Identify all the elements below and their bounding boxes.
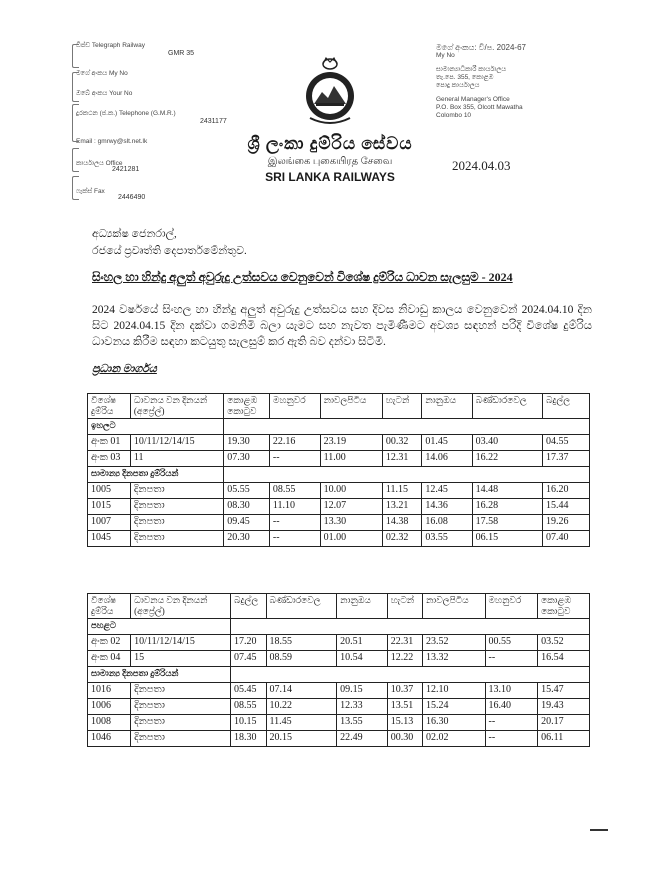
time-cell: 05.45 [231,683,267,699]
downward-timetable [87,593,590,747]
time-cell: 12.31 [382,451,422,467]
bracket-line [72,176,79,200]
time-cell: 09.15 [337,683,388,699]
header-cell: බණ්ඩාරවෙල [266,594,337,619]
time-cell: 13.30 [320,515,382,531]
time-cell: 03.40 [472,435,542,451]
title-english: SRI LANKA RAILWAYS [265,170,395,184]
time-cell: 17.58 [472,515,542,531]
time-cell: 13.55 [337,715,388,731]
email-label: Email : gmrwy@slt.net.lk [76,138,148,145]
section-row [88,667,590,683]
time-cell: 01.45 [422,435,472,451]
railway-crest-icon [302,56,358,128]
train-cell: 1015 [88,499,131,515]
days-cell: 10/11/12/14/15 [130,435,223,451]
time-cell: 20.17 [538,715,590,731]
train-cell: 1045 [88,531,131,547]
time-cell: 08.55 [231,699,267,715]
fax-value: 2446490 [118,194,146,201]
time-cell: 10.00 [320,483,382,499]
time-cell: 16.22 [472,451,542,467]
train-cell: 1046 [88,731,131,747]
time-cell: 07.45 [231,651,267,667]
time-cell: 15.47 [538,683,590,699]
table-row [88,435,590,451]
train-cell: අංක 02 [88,635,131,651]
table-row [88,715,590,731]
section-label: ඉහලට [88,419,224,435]
time-cell: 23.52 [423,635,486,651]
office-address-line: P.O. Box 355, Olcott Mawatha [436,104,523,111]
addressee [92,226,247,260]
time-cell: 04.55 [542,435,589,451]
bracket-line [72,44,79,68]
time-cell: 14.06 [422,451,472,467]
time-cell: 11.45 [266,715,337,731]
time-cell: 20.15 [266,731,337,747]
telephone-value: 2431177 [200,118,227,125]
addressee-line: රජයේ ප්‍රවෘත්ති දෙපාර්තමේන්තුව. [92,245,247,257]
header-cell: කොළඹ කොටුව [224,394,270,419]
ref-label: My No [436,52,455,59]
table-row [88,531,590,547]
empty-cell [224,467,590,483]
time-cell: 01.00 [320,531,382,547]
bracket-line [72,104,79,142]
empty-cell [231,619,590,635]
time-cell: -- [269,451,320,467]
time-cell: 13.32 [423,651,486,667]
telegraph-value: GMR 35 [168,50,195,57]
section-row [88,467,590,483]
time-cell: 13.21 [382,499,422,515]
office-address-line: General Manager's Office [436,96,510,103]
table-row [88,635,590,651]
time-cell: 07.40 [542,531,589,547]
time-cell: 10.54 [337,651,388,667]
scan-mark [590,829,608,831]
time-cell: 02.02 [423,731,486,747]
train-cell: 1005 [88,483,131,499]
time-cell: 11.00 [320,451,382,467]
time-cell: 09.45 [224,515,270,531]
telephone-label: දුරකථන (ජ.ක.) Telephone (G.M.R.) [76,110,176,117]
header-cell: විශේෂ දුම්රිය [88,594,131,619]
time-cell: 06.15 [472,531,542,547]
days-cell: 10/11/12/14/15 [131,635,231,651]
table-row [88,483,590,499]
train-cell: 1006 [88,699,131,715]
time-cell: -- [269,515,320,531]
time-cell: 18.30 [231,731,267,747]
header-cell: නාවලපිටිය [423,594,486,619]
time-cell: 23.19 [320,435,382,451]
ref-number: මගේ අංකය: වී/ප. 2024-67 [436,43,526,52]
subject-line: සිංහල හා හින්දු අලුත් අවුරුදු උත්සවය වෙනුවෙන් විශේෂ දුම්රිය ධාවන සැලසුම - 2024 [92,270,513,284]
time-cell: 14.38 [382,515,422,531]
time-cell: 12.45 [422,483,472,499]
time-cell: 11.15 [382,483,422,499]
office-address-line: පොදු කාර්යාලය [436,82,480,89]
letter-date: 2024.04.03 [452,158,511,173]
time-cell: 12.07 [320,499,382,515]
table-row [88,731,590,747]
table-row [88,699,590,715]
addressee-line: අධ්‍යක්ෂ ජෙනරාල්, [92,228,177,240]
header-cell: මහනුවර [269,394,320,419]
route-heading: ප්‍රධාන මාර්ගය [92,363,157,375]
time-cell: 13.51 [387,699,422,715]
time-cell: 14.36 [422,499,472,515]
bracket-line [72,72,79,102]
time-cell: 06.11 [538,731,590,747]
time-cell: 08.59 [266,651,337,667]
my-no-label: මගේ අංකය My No [76,70,128,77]
bracket-line [72,148,79,172]
title-tamil: இலங்கை புகையிரத சேவை [267,156,393,167]
time-cell: 13.10 [485,683,538,699]
body-paragraph: 2024 වර්ෂයේ සිංහල හා හින්දු අලුත් අවුරුදු උත්සවය සහ දිවස නිවාඩු කාලය වෙනුවෙන් 2024.04.10 දින සිට 2024.04.15 දින දක්වා ගමනිමි බලා යැමට සහ නැවත පැමිණීමට අවශ්‍ය සඳහන් පරිදි විශේෂ දුම්රිය ධාවනය කිරීම සඳහා කටයුතු සැලසුම් කර ඇති බව දන්වා සිටිමි. [92,304,592,348]
days-cell: දිනපතා [130,483,223,499]
time-cell: 19.30 [224,435,270,451]
time-cell: 03.55 [422,531,472,547]
time-cell: 16.20 [542,483,589,499]
days-cell: දිනපතා [130,515,223,531]
section-label: සාමාන්‍ය දිනපතා දුම්රියන් [88,667,231,683]
days-cell: දිනපතා [131,731,231,747]
time-cell: 00.55 [485,635,538,651]
fax-label: ෆැක්ස් Fax [76,188,105,195]
contact-block [76,42,236,214]
your-no-label: ඔබේ අංකය Your No [76,90,133,97]
time-cell: 16.28 [472,499,542,515]
section-row [88,419,590,435]
office-address-line: Colombo 10 [436,112,472,119]
upward-timetable [87,393,590,547]
time-cell: 07.14 [266,683,337,699]
time-cell: -- [269,531,320,547]
time-cell: 20.51 [337,635,388,651]
time-cell: 10.15 [231,715,267,731]
days-cell: 11 [130,451,223,467]
header-cell: බදුල්ල [542,394,589,419]
time-cell: 05.55 [224,483,270,499]
reference-block [436,44,586,120]
telegraph-label: ඩිප්ඩ Telegraph Railway [76,42,145,49]
header-cell: නාවලපිටිය [320,394,382,419]
time-cell: 08.30 [224,499,270,515]
time-cell: 12.33 [337,699,388,715]
train-cell: අංක 01 [88,435,131,451]
time-cell: 10.22 [266,699,337,715]
table-row [88,451,590,467]
header-cell: ධාවනය වන දිනයන් (අප්‍රේල්) [130,394,223,419]
table-row [88,499,590,515]
time-cell: 22.31 [387,635,422,651]
time-cell: 19.43 [538,699,590,715]
time-cell: 02.32 [382,531,422,547]
time-cell: 16.08 [422,515,472,531]
train-cell: අංක 04 [88,651,131,667]
time-cell: 16.40 [485,699,538,715]
table-row [88,683,590,699]
header-cell: කොළඹ කොටුව [538,594,590,619]
time-cell: 19.26 [542,515,589,531]
table-row [88,651,590,667]
empty-cell [231,667,590,683]
header-cell: හැටන් [387,594,422,619]
time-cell: 17.20 [231,635,267,651]
time-cell: -- [485,715,538,731]
header-cell: බණ්ඩාරවෙල [472,394,542,419]
office-value: 2421281 [112,166,140,173]
days-cell: දිනපතා [131,683,231,699]
header-cell: නානුඔය [422,394,472,419]
time-cell: 11.10 [269,499,320,515]
time-cell: 15.13 [387,715,422,731]
time-cell: 18.55 [266,635,337,651]
table-header-row [88,394,590,419]
time-cell: 03.52 [538,635,590,651]
days-cell: දිනපතා [130,499,223,515]
title-sinhala: ශ්‍රී ලංකා දුම්රිය සේවය [247,134,413,153]
time-cell: 15.44 [542,499,589,515]
section-label: පහළට [88,619,231,635]
time-cell: 07.30 [224,451,270,467]
header-cell: ධාවනය වන දිනයන් (අප්‍රේල්) [131,594,231,619]
days-cell: දිනපතා [130,531,223,547]
time-cell: 20.30 [224,531,270,547]
time-cell: 00.32 [382,435,422,451]
time-cell: -- [485,651,538,667]
office-address-line: තැ.පෙ. 355, කොළඹ [436,74,494,81]
time-cell: 10.37 [387,683,422,699]
header-cell: හැටන් [382,394,422,419]
time-cell: 16.54 [538,651,590,667]
time-cell: -- [485,731,538,747]
time-cell: 00.30 [387,731,422,747]
table-header-row [88,594,590,619]
train-cell: 1007 [88,515,131,531]
time-cell: 12.10 [423,683,486,699]
section-label: සාමාන්‍ය දිනපතා දුම්රියන් [88,467,224,483]
days-cell: 15 [131,651,231,667]
section-row [88,619,590,635]
header-cell: විශේෂ දුම්රිය [88,394,131,419]
office-address-line: සාමාන්‍යාධිකාරී කාර්යාලය [436,66,507,73]
office-label: කාර්යාලය Office [76,160,123,167]
header-cell: මහනුවර [485,594,538,619]
time-cell: 16.30 [423,715,486,731]
empty-cell [224,419,590,435]
train-cell: 1016 [88,683,131,699]
time-cell: 15.24 [423,699,486,715]
time-cell: 22.16 [269,435,320,451]
header-cell: නානුඔය [337,594,388,619]
header-cell: බදුල්ල [231,594,267,619]
table-row [88,515,590,531]
time-cell: 14.48 [472,483,542,499]
time-cell: 08.55 [269,483,320,499]
train-cell: 1008 [88,715,131,731]
time-cell: 17.37 [542,451,589,467]
days-cell: දිනපතා [131,699,231,715]
time-cell: 12.22 [387,651,422,667]
days-cell: දිනපතා [131,715,231,731]
time-cell: 22.49 [337,731,388,747]
train-cell: අංක 03 [88,451,131,467]
